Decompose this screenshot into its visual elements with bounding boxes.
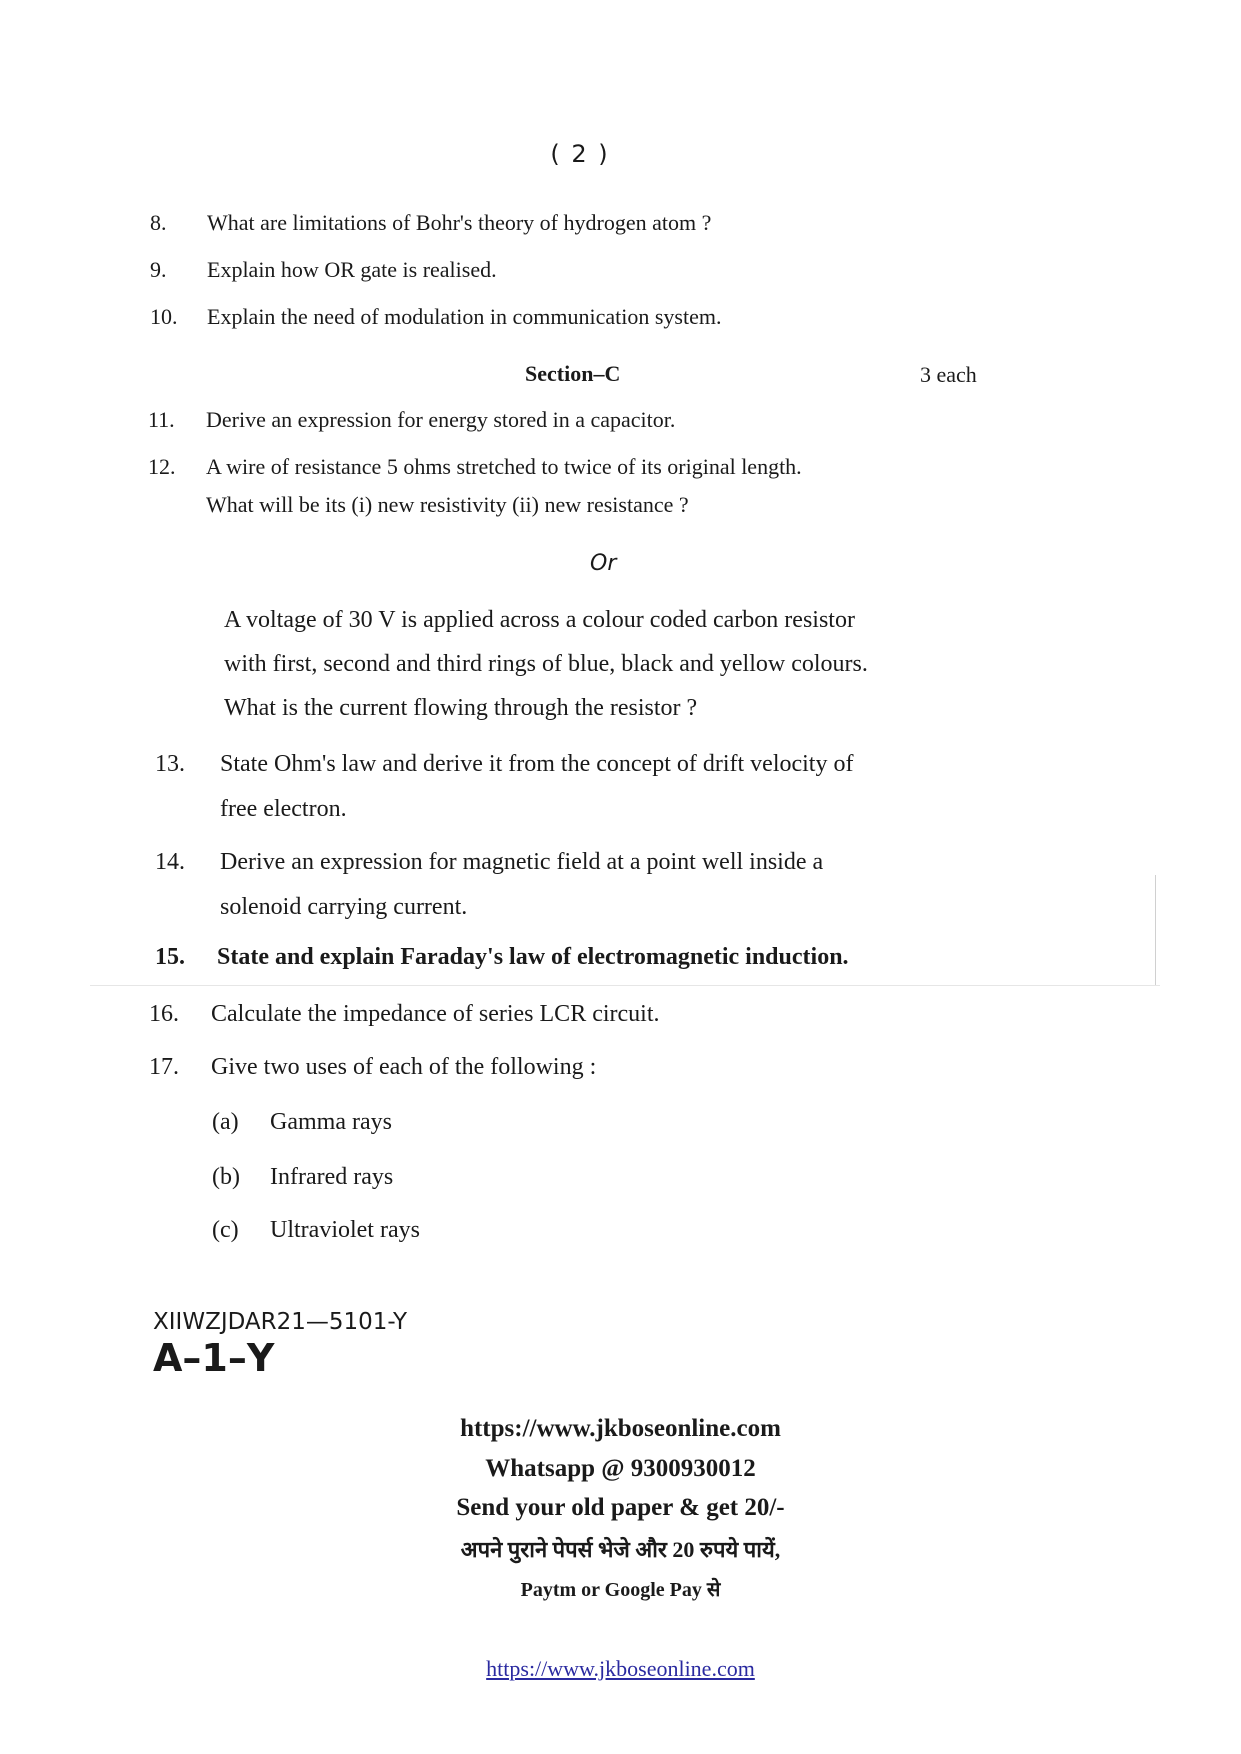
section-title: Section–C	[525, 361, 621, 386]
sub-question-text: Gamma rays	[270, 1109, 392, 1135]
promo-payment: Paytm or Google Pay से	[520, 1579, 721, 1601]
or-question-line2: with first, second and third rings of blue, black and yellow colours.	[224, 651, 868, 677]
scan-edge	[1155, 875, 1156, 985]
question-number: 17.	[149, 1054, 179, 1080]
promo-url: https://www.jkboseonline.com	[460, 1415, 781, 1442]
question-text: Calculate the impedance of series LCR circuit.	[211, 1001, 660, 1027]
question-text-line1: Derive an expression for magnetic field at a point well inside a	[220, 849, 824, 875]
question-text: State and explain Faraday's law of electromagnetic induction.	[217, 944, 849, 970]
promo-whatsapp: Whatsapp @ 9300930012	[485, 1455, 756, 1482]
sub-question-label: (a)	[212, 1109, 239, 1135]
section-marks: 3 each	[920, 362, 977, 387]
question-number: 10.	[150, 304, 178, 329]
question-text-line2: free electron.	[220, 796, 347, 822]
question-text: Derive an expression for energy stored in a capacitor.	[206, 407, 676, 432]
question-text-line2: What will be its (i) new resistivity (ii) new resistance ?	[206, 492, 689, 517]
question-number: 16.	[149, 1001, 179, 1027]
promo-hindi: अपने पुराने पेपर्स भेजे और 20 रुपये पायें,	[460, 1537, 781, 1562]
question-text: Give two uses of each of the following :	[211, 1054, 597, 1080]
or-label: Or	[590, 551, 617, 576]
scan-divider	[90, 985, 1160, 986]
question-text-line2: solenoid carrying current.	[220, 894, 468, 920]
sub-question-label: (c)	[212, 1217, 239, 1243]
paper-set: A–1–Y	[153, 1336, 275, 1380]
question-number: 9.	[150, 257, 167, 282]
or-question-line3: What is the current flowing through the resistor ?	[224, 695, 698, 721]
or-question-line1: A voltage of 30 V is applied across a colour coded carbon resistor	[224, 607, 855, 633]
question-text: Explain how OR gate is realised.	[207, 257, 497, 282]
page-number: ( 2 )	[550, 140, 610, 168]
question-text-line1: A wire of resistance 5 ohms stretched to twice of its original length.	[206, 454, 802, 479]
sub-question-label: (b)	[212, 1164, 240, 1190]
question-text-line1: State Ohm's law and derive it from the concept of drift velocity of	[220, 751, 854, 777]
question-text: What are limitations of Bohr's theory of hydrogen atom ?	[207, 210, 712, 235]
question-number: 14.	[155, 849, 185, 875]
question-text: Explain the need of modulation in communication system.	[207, 304, 722, 329]
question-number: 12.	[148, 454, 176, 479]
question-number: 8.	[150, 210, 167, 235]
question-number: 11.	[148, 407, 175, 432]
sub-question-text: Ultraviolet rays	[270, 1217, 420, 1243]
promo-offer: Send your old paper & get 20/-	[456, 1494, 785, 1521]
sub-question-text: Infrared rays	[270, 1164, 394, 1190]
footer-link[interactable]: https://www.jkboseonline.com	[486, 1656, 755, 1681]
question-number: 15.	[155, 944, 185, 970]
question-number: 13.	[155, 751, 185, 777]
paper-code: XIIWZJDAR21—5101-Y	[153, 1309, 408, 1335]
